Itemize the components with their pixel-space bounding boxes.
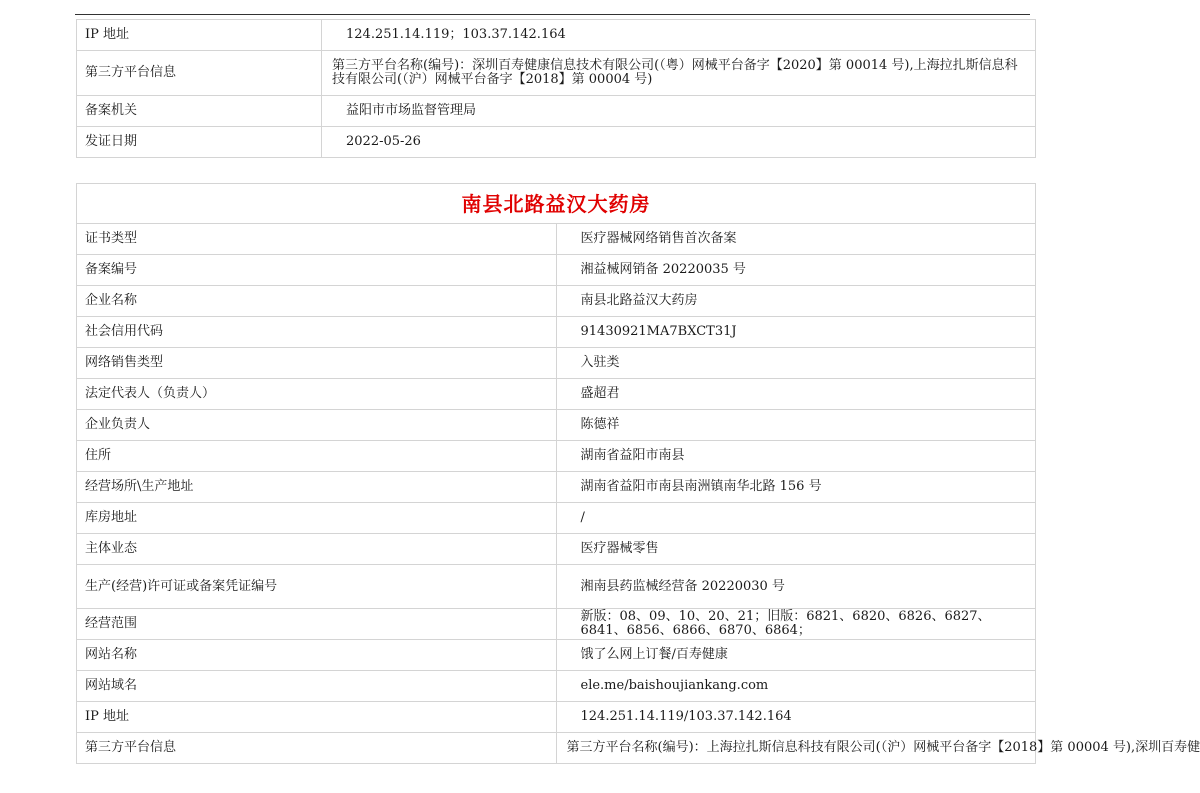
field-value: 新版：08、09、10、20、21；旧版：6821、6820、6826、6827、6841、6856、6866、6870、6864； [556, 609, 1036, 640]
field-value: 湖南省益阳市南县 [556, 441, 1036, 472]
field-label: 企业名称 [77, 286, 557, 317]
table-row [77, 255, 1036, 286]
table-row [77, 51, 1036, 96]
table-row [77, 286, 1036, 317]
table-row [77, 733, 1036, 764]
table-row [77, 441, 1036, 472]
field-value: 124.251.14.119；103.37.142.164 [322, 20, 1036, 51]
field-label: 库房地址 [77, 503, 557, 534]
table-row [77, 379, 1036, 410]
field-value: 医疗器械零售 [556, 534, 1036, 565]
field-label: 证书类型 [77, 224, 557, 255]
table-row [77, 609, 1036, 640]
field-value: 91430921MA7BXCT31J [556, 317, 1036, 348]
field-label: 主体业态 [77, 534, 557, 565]
table-row [77, 671, 1036, 702]
field-value: 124.251.14.119/103.37.142.164 [556, 702, 1036, 733]
field-value: 饿了么网上订餐/百寿健康 [556, 640, 1036, 671]
field-value: 医疗器械网络销售首次备案 [556, 224, 1036, 255]
field-value: 湖南省益阳市南县南洲镇南华北路 156 号 [556, 472, 1036, 503]
table-row [77, 565, 1036, 609]
field-label: 网站名称 [77, 640, 557, 671]
previous-record-table [76, 19, 1036, 158]
field-value: / [556, 503, 1036, 534]
table-row [77, 348, 1036, 379]
field-label: 企业负责人 [77, 410, 557, 441]
field-label: 备案编号 [77, 255, 557, 286]
field-value: 陈德祥 [556, 410, 1036, 441]
field-label: 第三方平台信息 [77, 733, 557, 764]
field-value: 盛超君 [556, 379, 1036, 410]
table-row [77, 472, 1036, 503]
field-label: 法定代表人（负责人） [77, 379, 557, 410]
field-label: 住所 [77, 441, 557, 472]
field-label: 经营场所\生产地址 [77, 472, 557, 503]
top-rule [75, 14, 1030, 15]
table-row [77, 410, 1036, 441]
field-label: IP 地址 [77, 20, 322, 51]
table-row [77, 534, 1036, 565]
field-label: IP 地址 [77, 702, 557, 733]
field-value: 入驻类 [556, 348, 1036, 379]
field-value: 第三方平台名称(编号)：上海拉扎斯信息科技有限公司(（沪）网械平台备字【2018】第 00004 号),深圳百寿健 [556, 733, 1036, 764]
field-label: 生产(经营)许可证或备案凭证编号 [77, 565, 557, 609]
table-row [77, 20, 1036, 51]
table-row [77, 127, 1036, 158]
field-value: 益阳市市场监督管理局 [322, 96, 1036, 127]
title-row [77, 184, 1036, 224]
field-label: 网站域名 [77, 671, 557, 702]
field-label: 第三方平台信息 [77, 51, 322, 96]
field-value: 南县北路益汉大药房 [556, 286, 1036, 317]
table-row [77, 702, 1036, 733]
field-label: 发证日期 [77, 127, 322, 158]
field-value: 湘益械网销备 20220035 号 [556, 255, 1036, 286]
table-row [77, 640, 1036, 671]
table-row [77, 317, 1036, 348]
record-title: 南县北路益汉大药房 [77, 184, 1036, 224]
record-table [76, 183, 1200, 764]
field-label: 备案机关 [77, 96, 322, 127]
field-label: 社会信用代码 [77, 317, 557, 348]
field-value: 2022-05-26 [322, 127, 1036, 158]
table-row [77, 96, 1036, 127]
field-value: ele.me/baishoujiankang.com [556, 671, 1036, 702]
field-label: 经营范围 [77, 609, 557, 640]
field-label: 网络销售类型 [77, 348, 557, 379]
field-value: 第三方平台名称(编号)：深圳百寿健康信息技术有限公司(（粤）网械平台备字【2020】第 00014 号),上海拉扎斯信息科技有限公司(（沪）网械平台备字【2018】第 00004 号) [322, 51, 1036, 96]
field-value: 湘南县药监械经营备 20220030 号 [556, 565, 1036, 609]
table-row [77, 224, 1036, 255]
table-row [77, 503, 1036, 534]
